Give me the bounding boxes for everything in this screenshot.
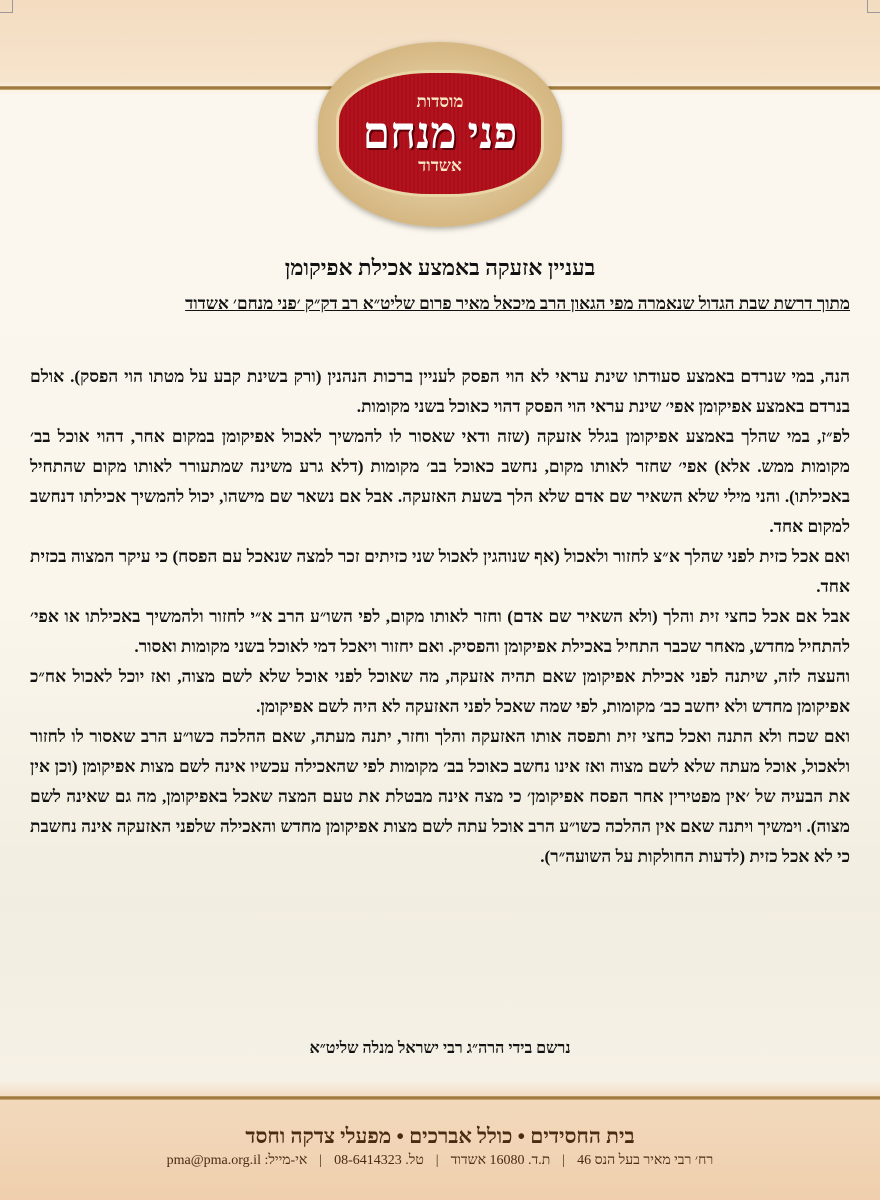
- paragraph: ואם אכל כזית לפני שהלך א״צ לחזור ולאכול (אף שנוהגין לאכול שני כזיתים זכר למצה שנאכל עם הפסח) כי עיקר המצוה בכזית אחד.: [30, 547, 850, 596]
- logo-city: אשדוד: [418, 155, 462, 175]
- paragraph: לפ״ז, במי שהלך באמצע אפיקומן בגלל אזעקה (שזה ודאי שאסור לו להמשיך לאכול אפיקומן במקום אחר, דהוי אוכל בב׳ מקומות ממש. אלא) אפי׳ שחזר לאותו מקום, נחשב כאוכל בב׳ מקומות (דלא גרע משינה שמתעורר לאותו מקום שהתחיל באכילתו). והני מילי שלא השאיר שם אדם שלא הלך בשעת האזעקה. אבל אם נשאר שם מישהו, יכול להמשיך אכילתו דנחשב למקום אחד.: [30, 427, 850, 536]
- logo-name: פני מנחם: [362, 108, 518, 158]
- footer-phone: טל. 08-6414323: [334, 1153, 424, 1168]
- logo-plate: [336, 70, 544, 197]
- crop-mark: [867, 0, 880, 13]
- footer-pobox: ת.ד. 16080 אשדוד: [450, 1153, 551, 1168]
- document-body: [30, 362, 850, 872]
- signature-line: נרשם בידי הרה״ג רבי ישראל מנלה שליט״א: [309, 1040, 571, 1057]
- footer-tagline: בית החסידים • כולל אברכים • מפעלי צדקה וחסד: [245, 1124, 635, 1148]
- institution-logo: [318, 42, 562, 227]
- paragraph: והעצה לזה, שיתנה לפני אכילת אפיקומן שאם תהיה אזעקה, מה שאוכל לפני אוכל שלא לשם מצוה, ואז יוכל לאכול אח״כ אפיקומן מחדש ולא יחשב כב׳ מקומות, לפי שמה שאכל לפני האזעקה לא היה לשם אפיקומן.: [30, 667, 850, 716]
- footer-contact: רח׳ רבי מאיר בעל הנס 46|ת.ד. 16080 אשדוד|טל. 08-6414323|אי-מייל: pma@pma.org.il: [166, 1153, 714, 1168]
- footer-address: רח׳ רבי מאיר בעל הנס 46: [577, 1153, 714, 1168]
- document-title: בעניין אזעקה באמצע אכילת אפיקומן: [284, 255, 596, 280]
- paragraph: ואם שכח ולא התנה ואכל כחצי זית ותפסה אותו האזעקה והלך וחזר, יתנה מעתה, שאם ההלכה כשו״ע הרב שאסור לו לחזור ולאכול, אוכל מעתה שלא לשם מצוה ואז אינו נחשב כאוכל בב׳ מקומות לפי שהאכילה עכשיו אינה לשם מצות אפיקומן (וכן אין את הבעיה של ׳אין מפטירין אחר הפסח אפיקומן׳ כי מצה אינה מבטלת את טעם המצה שאכל באפיקומן, מה גם שאינה לשם מצוה). וימשיך ויתנה שאם אין ההלכה כשו״ע הרב אוכל עתה לשם מצות אפיקומן מחדש והאכילה שלפני האזעקה אינה נחשבת כי לא אכל כזית (לדעות החולקות על השועה״ר).: [30, 727, 850, 866]
- crop-mark: [0, 0, 13, 13]
- bottom-gold-divider: [0, 1096, 880, 1100]
- paragraph: אבל אם אכל כחצי זית והלך (ולא השאיר שם אדם) וחזר לאותו מקום, לפי השו״ע הרב א״י לחזור ולהמשיך באכילתו או אפי׳ להתחיל מחדש, מאחר שכבר התחיל באכילת אפיקומן והפסיק. ואם יחזור ויאכל דמי לאוכל בשני מקומות ואסור.: [30, 607, 850, 656]
- logo-top-text: מוסדות: [416, 91, 464, 111]
- footer-email[interactable]: אי-מייל: pma@pma.org.il: [166, 1153, 308, 1168]
- paragraph: הנה, במי שנרדם באמצע סעודתו שינת עראי לא הוי הפסק לעניין ברכות הנהנין (ורק בשינת קבע על מטתו הוי הפסק). אולם בנרדם באמצע אפיקומן אפי׳ שינת עראי הוי הפסק דהוי כאוכל בשני מקומות.: [30, 367, 850, 416]
- document-subtitle: מתוך דרשת שבת הגדול שנאמרה מפי הגאון הרב מיכאל מאיר פרום שליט״א רב דק״ק ׳פני מנחם׳ אשדוד: [185, 294, 850, 313]
